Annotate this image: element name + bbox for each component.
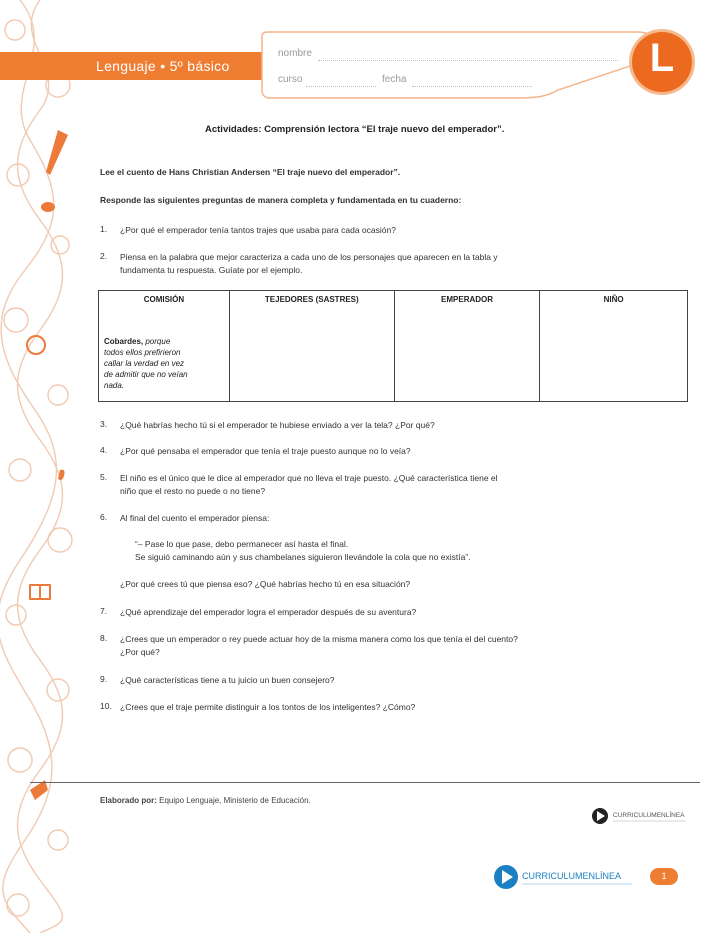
pencil-icon — [30, 780, 48, 800]
quote-line-1: “– Pase lo que pase, debo permanecer así hasta el final. — [135, 539, 349, 549]
intro-suffix: “El traje nuevo del emperador”. — [270, 167, 401, 177]
question-7: ¿Qué aprendizaje del emperador logra el emperador después de su aventura? — [120, 607, 417, 617]
small-drop-icon — [58, 470, 65, 480]
question-number: 5. — [100, 472, 108, 482]
question-number: 3. — [100, 419, 108, 429]
example-answer — [100, 308, 228, 391]
intro-prefix: Lee el cuento de Hans — [100, 167, 193, 177]
question-1: ¿Por qué el emperador tenía tantos trajes que usaba para cada ocasión? — [120, 225, 396, 235]
table-header: NIÑO — [540, 291, 688, 308]
page-number: 1 — [650, 868, 678, 885]
name-field[interactable] — [318, 60, 618, 61]
page-title: Actividades: Comprensión lectora “El traje nuevo del emperador”. — [205, 124, 505, 135]
question-2-line-1: Piensa en la palabra que mejor caracteriza a cada uno de los personajes que aparecen en la tabla y — [120, 252, 498, 262]
date-field[interactable] — [412, 86, 532, 87]
question-4: ¿Por qué pensaba el emperador que tenía el traje puesto aunque no lo veía? — [120, 446, 411, 456]
example-line: de admitir que no veían — [104, 370, 188, 379]
question-number: 8. — [100, 633, 108, 643]
curriculum-logo[interactable] — [492, 862, 642, 892]
header-frame — [258, 30, 678, 100]
subject-band — [0, 52, 262, 80]
quote-question: ¿Por qué crees tú que piensa eso? ¿Qué habrías hecho tú en esa situación? — [120, 579, 411, 589]
intro-line-1 — [100, 166, 400, 179]
course-label: curso — [278, 74, 303, 85]
credit-text: Equipo Lenguaje, Ministerio de Educación. — [156, 796, 311, 805]
subject-badge — [632, 32, 692, 92]
question-8-line-2: ¿Por qué? — [120, 647, 160, 657]
question-number: 1. — [100, 224, 108, 234]
question-6: Al final del cuento el emperador piensa: — [120, 513, 270, 523]
example-line: nada. — [104, 381, 125, 390]
example-line: porque — [145, 337, 171, 346]
question-3: ¿Qué habrías hecho tú si el emperador te hubiese enviado a ver la tela? ¿Por qué? — [120, 420, 435, 430]
table-header: TEJEDORES (SASTRES) — [229, 291, 394, 308]
question-number: 4. — [100, 445, 108, 455]
question-8-line-1: ¿Crees que un emperador o rey puede actuar hoy de la misma manera como los que tenía el del cuento? — [120, 634, 518, 644]
logo-small-text: CURRICULUMENLÍNEA — [613, 812, 685, 819]
curriculum-logo-small[interactable] — [591, 806, 691, 826]
paint-drop-icon — [41, 202, 55, 212]
question-number: 9. — [100, 674, 108, 684]
question-2-line-2: fundamenta tu respuesta. Guíate por el ejemplo. — [120, 265, 303, 275]
example-line: callar la verdad en vez — [104, 359, 185, 368]
example-line: todos ellos prefirieron — [104, 348, 181, 357]
footer-divider — [30, 782, 700, 783]
table-cell[interactable] — [229, 307, 394, 402]
footer-credit — [100, 796, 311, 805]
book-icon — [30, 585, 50, 599]
logo-big-text: CURRICULUMENLÍNEA — [522, 871, 622, 881]
question-number: 6. — [100, 512, 108, 522]
character-table — [98, 290, 688, 402]
question-number: 10. — [100, 701, 112, 711]
table-header: EMPERADOR — [394, 291, 540, 308]
intro-author: Christian Andersen — [192, 167, 271, 177]
decorative-swirl-border — [0, 0, 80, 933]
course-field[interactable] — [306, 86, 376, 87]
example-bold: Cobardes, — [104, 337, 144, 346]
intro-line-2: Responde las siguientes preguntas de manera completa y fundamentada en tu cuaderno: — [100, 195, 462, 205]
question-5-line-1: El niño es el único que le dice al emperador que no lleva el traje puesto. ¿Qué característica tiene el — [120, 473, 498, 483]
question-5-line-2: niño que el resto no puede o no tiene? — [120, 486, 266, 496]
table-cell[interactable] — [540, 307, 688, 402]
question-10: ¿Crees que el traje permite distinguir a los tontos de los inteligentes? ¿Cómo? — [120, 702, 416, 712]
name-label: nombre — [278, 48, 312, 59]
quote-line-2: Se siguió caminando aún y sus chambelanes siguieron llevándole la cola que no existía”. — [135, 552, 471, 562]
subject-label: Lenguaje • 5º básico — [96, 58, 230, 74]
quill-icon — [46, 130, 68, 175]
credit-label: Elaborado por: — [100, 796, 157, 805]
question-number: 7. — [100, 606, 108, 616]
date-label: fecha — [382, 74, 407, 85]
question-9: ¿Qué características tiene a tu juicio un buen consejero? — [120, 675, 335, 685]
badge-letter: L — [649, 36, 675, 80]
question-number: 2. — [100, 251, 108, 261]
table-cell — [99, 307, 230, 402]
table-header: COMISIÓN — [99, 291, 230, 308]
table-cell[interactable] — [394, 307, 540, 402]
